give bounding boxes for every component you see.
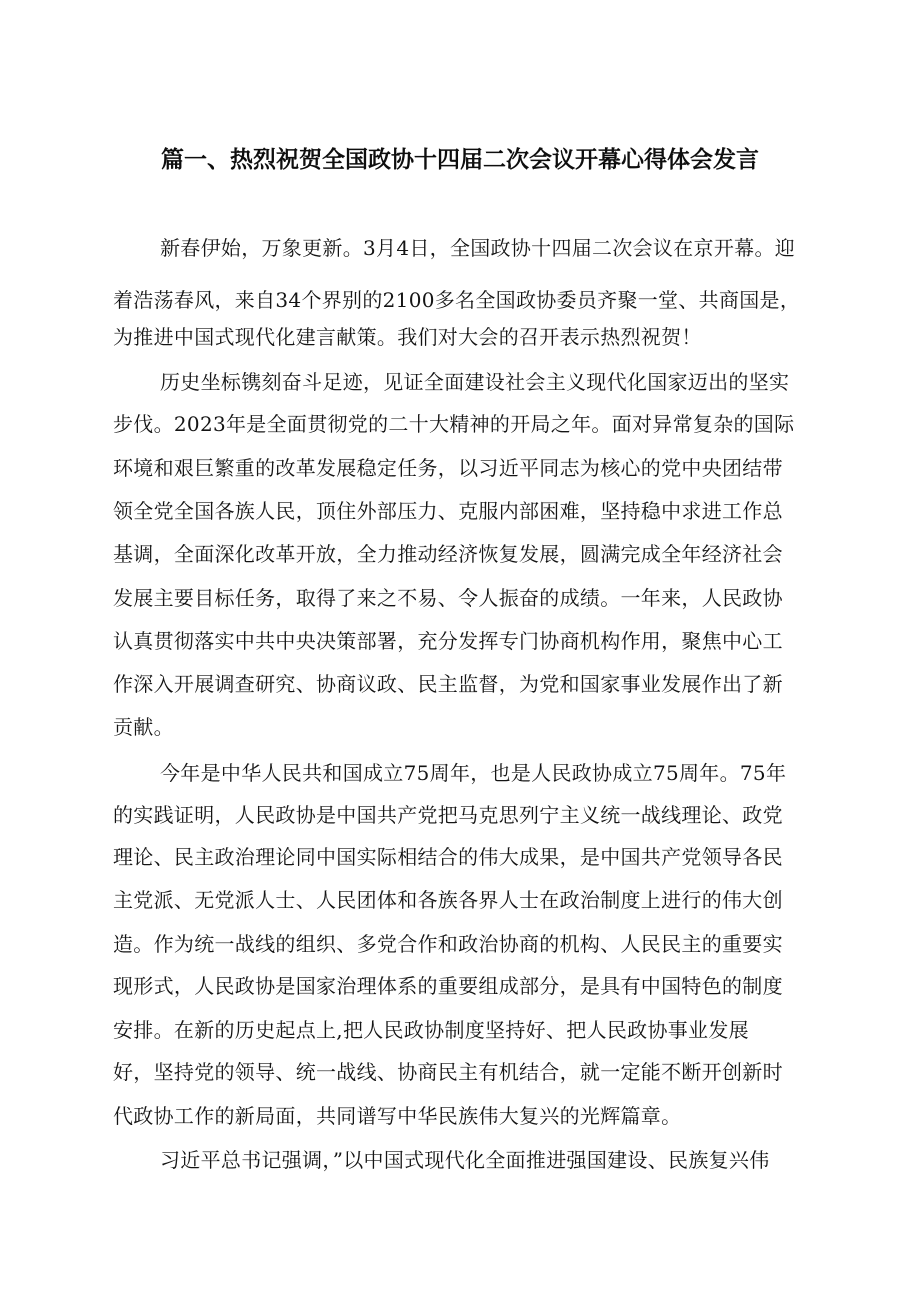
paragraph-line: 主党派、无党派人士、人民团体和各族各界人士在政治制度上进行的伟大创 — [113, 888, 783, 912]
paragraph-line: 理论、民主政治理论同中国实际相结合的伟大成果，是中国共产党领导各民 — [113, 845, 783, 869]
paragraph-line: 的实践证明，人民政协是中国共产党把马克思列宁主义统一战线理论、政党 — [113, 803, 783, 827]
document-title: 篇一、热烈祝贺全国政协十四届二次会议开幕心得体会发言 — [161, 147, 759, 173]
paragraph-line: 贡献。 — [113, 715, 174, 739]
paragraph-line: 现形式，人民政协是国家治理体系的重要组成部分，是具有中国特色的制度 — [113, 974, 783, 998]
paragraph-line: 作深入开展调查研究、协商议政、民主监督，为党和国家事业发展作出了新 — [113, 672, 783, 696]
paragraph-line: 领全党全国各族人民，顶住外部压力、克服内部困难，坚持稳中求进工作总 — [113, 499, 783, 523]
paragraph-line: 代政协工作的新局面，共同谱写中华民族伟大复兴的光辉篇章。 — [113, 1104, 682, 1128]
paragraph-line: 步伐。2023年是全面贯彻党的二十大精神的开局之年。面对异常复杂的国际 — [113, 412, 795, 436]
paragraph-line: 环境和艰巨繁重的改革发展稳定任务，以习近平同志为核心的党中央团结带 — [113, 456, 783, 480]
paragraph-line: 安排。在新的历史起点上,把人民政协制度坚持好、把人民政协事业发展 — [113, 1018, 749, 1042]
paragraph-line: 历史坐标镌刻奋斗足迹，见证全面建设社会主义现代化国家迈出的坚实 — [160, 370, 790, 394]
paragraph-line: 造。作为统一战线的组织、多党合作和政治协商的机构、人民民主的重要实 — [113, 932, 783, 956]
paragraph-line: 今年是中华人民共和国成立75周年，也是人民政协成立75周年。75年 — [160, 761, 787, 785]
paragraph-line: 认真贯彻落实中共中央决策部署，充分发挥专门协商机构作用，聚焦中心工 — [113, 629, 783, 653]
paragraph-line: 为推进中国式现代化建言献策。我们对大会的召开表示热烈祝贺！ — [113, 325, 702, 349]
paragraph-line: 新春伊始，万象更新。3月4日，全国政协十四届二次会议在京开幕。迎 — [160, 236, 796, 260]
paragraph-line: 发展主要目标任务，取得了来之不易、令人振奋的成绩。一年来，人民政协 — [113, 586, 783, 610]
paragraph-line: 基调，全面深化改革开放，全力推动经济恢复发展，圆满完成全年经济社会 — [113, 542, 783, 566]
paragraph-line: 习近平总书记强调，”以中国式现代化全面推进强国建设、民族复兴伟 — [160, 1148, 770, 1172]
paragraph-line: 好，坚持党的领导、统一战线、协商民主有机结合，就一定能不断开创新时 — [113, 1060, 783, 1084]
paragraph-line: 着浩荡春风，来自34个界别的2100多名全国政协委员齐聚一堂、共商国是， — [113, 288, 801, 312]
